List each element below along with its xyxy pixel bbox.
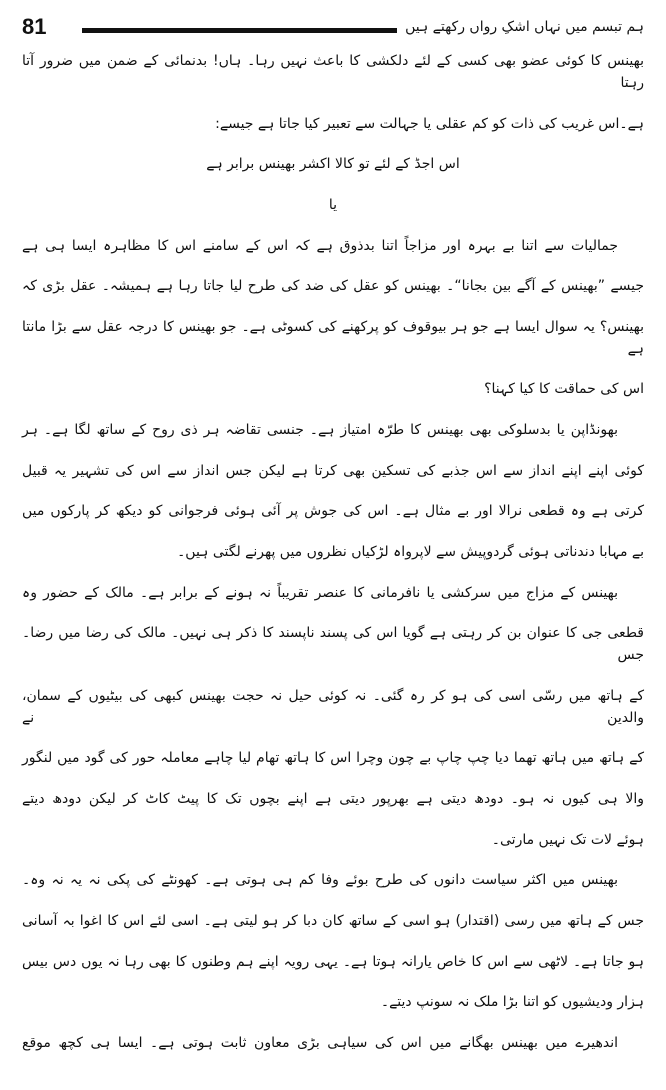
page-header — [22, 10, 644, 44]
page-number: 81 — [22, 14, 47, 39]
text-line: اس کی حماقت کا کیا کہنا؟ — [484, 381, 644, 398]
text-line: والا ہی کیوں نہ ہو۔ دودھ دیتی ہے بھرپور دیتی ہے اپنے بچوں تک کا پیٹ کاٹ کر لیکن دودھ دیتے — [22, 791, 644, 807]
header-rule — [82, 28, 397, 33]
text-line: بھونڈاپن یا بدسلوکی بھی بھینس کا طرّہ امتیاز ہے۔ جنسی تقاضہ ہر ذی روح کے ساتھ لگا ہے۔ ہر — [22, 422, 618, 438]
text-line: کے ہاتھ میں ہاتھ تھما دیا چپ چاپ بے چون وچرا اس کا ہاتھ تھام لیا چاہے معاملہ حور کی گود میں لنگور — [22, 750, 644, 767]
text-line: جیسے ”بھینس کے آگے بین بجانا“۔ بھینس کو عقل کی ضد کی طرح لیا جاتا رہا ہے ہمیشہ۔ عقل بڑی کہ — [22, 278, 644, 295]
text-line: اندھیرے میں بھینس بھگانے میں اس کی سیاہی بڑی معاون ثابت ہوتی ہے۔ ایسا ہی کچھ موقع — [22, 1034, 618, 1051]
page-body — [22, 44, 644, 1064]
text-line: ہزار ودیشیوں کو اتنا بڑا ملک نہ سونپ دیتے۔ — [380, 994, 644, 1011]
centered-line: اس اجڈ کے لئے تو کالا اکشر بھینس برابر ہے — [206, 156, 460, 173]
text-line: جس کے ہاتھ میں رسی (اقتدار) ہو اسی کے ساتھ کان دبا کر ہو لیتی ہے۔ اسی لئے اس کا اغوا بہ آسانی — [22, 912, 644, 929]
text-line: کوئی اپنے اپنے انداز سے اس جذبے کی تسکین بھی کرتا ہے لیکن جس انداز سے اس کی تشہیر یہ قبیل — [22, 462, 644, 479]
text-line: بھینس کا کوئی عضو بھی کسی کے لئے دلکشی کا باعث نہیں رہا۔ ہاں! بدنمائی کے ضمن میں ضرور آتا رہتا — [22, 53, 644, 91]
text-line: بھینس کے مزاج میں سرکشی یا نافرمانی کا عنصر تقریباً نہ ہونے کے برابر ہے۔ مالک کے حضور وہ — [22, 584, 618, 601]
centered-line: یا — [328, 196, 338, 213]
text-line: کرتی ہے وہ قطعی نرالا اور بے مثال ہے۔ اس کی جوش پر آئی ہوئی فرجوانی کو دیکھ کر پارکوں میں — [22, 503, 644, 520]
text-line: جمالیات سے اتنا بے بہرہ اور مزاجاً اتنا بدذوق ہے کہ اس کے سامنے اس کا مظاہرہ ایسا ہی ہے — [22, 237, 618, 254]
text-line: کے ہاتھ میں رسّی اسی کی ہو کر رہ گئی۔ نہ کوئی حیل نہ حجت بھینس کبھی کی بیٹیوں کے سمان، والدین نے — [22, 687, 644, 726]
text-line: بے مہابا دندناتی ہوئی گردوپیش سے لاپرواہ لڑکیاں نظروں میں پھرنے لگتی ہیں۔ — [177, 543, 644, 560]
text-line: ہوئے لات تک نہیں مارتی۔ — [491, 831, 644, 848]
text-line: بھینس میں اکثر سیاست دانوں کی طرح بوئے وفا کم ہی ہوتی ہے۔ کھونٹے کی پکی نہ یہ نہ وہ۔ — [22, 872, 618, 889]
text-line: ہے۔اس غریب کی ذات کو کم عقلی یا جہالت سے تعبیر کیا جاتا ہے جیسے: — [215, 115, 644, 132]
running-title: ہم تبسم میں نہاں اشکِ رواں رکھتے ہیں — [405, 19, 644, 35]
text-line: ہو جاتا ہے۔ لاٹھی سے اس کا خاص یارانہ ہوتا ہے۔ یہی رویہ اپنے ہم وطنوں کا بھی رہا نہ یوں دس بیس — [22, 953, 644, 970]
text-line: قطعی جی کا عنوان بن کر رہتی ہے گویا اس کی پسند ناپسند کا ذکر ہی نہیں۔ مالک کی رضا میں رضا۔ جس — [22, 625, 644, 664]
text-line: بھینس؟ یہ سوال ایسا ہے جو ہر بیوقوف کو پرکھنے کی کسوٹی ہے۔ جو بھینس کا درجہ عقل سے بڑا مانتا ہے — [22, 318, 644, 357]
